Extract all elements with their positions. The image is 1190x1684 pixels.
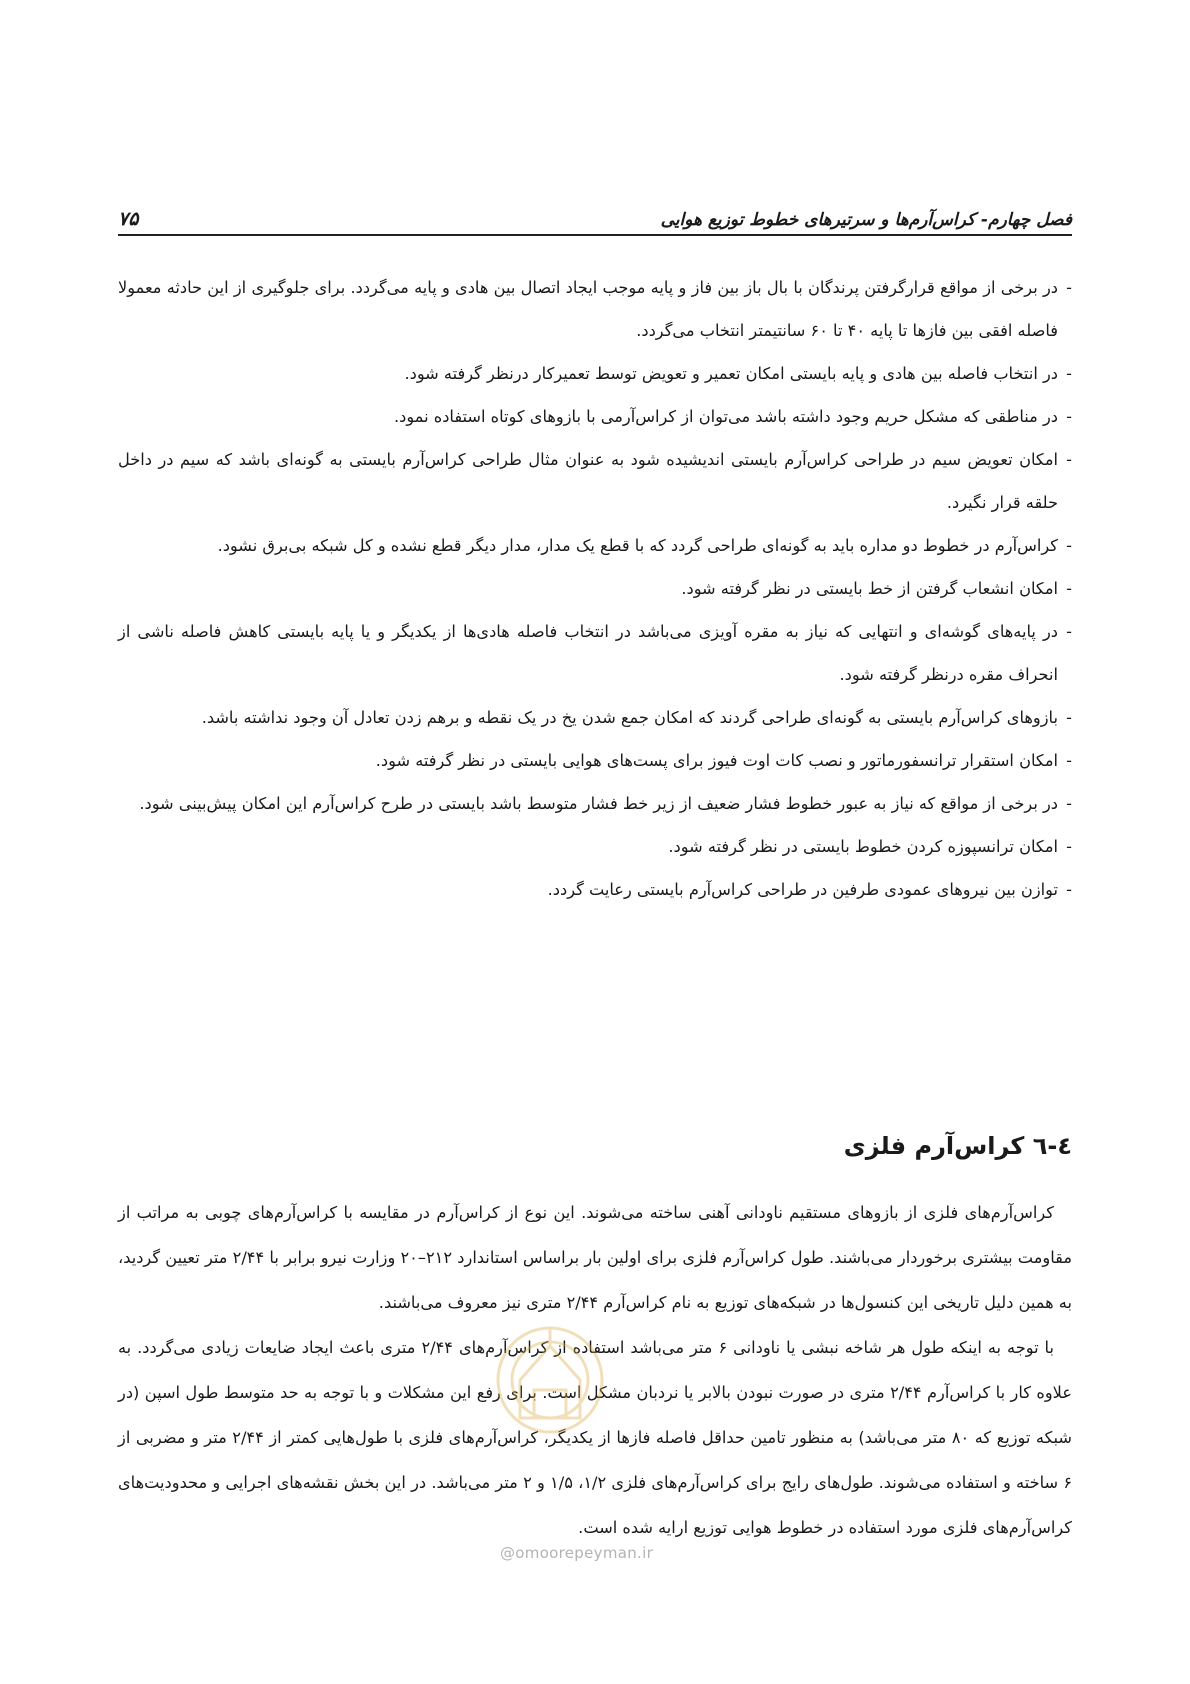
seal-logo-icon [490, 1318, 610, 1468]
chapter-title: فصل چهارم- کراس‌آرم‌ها و سرتیرهای خطوط توزیع هوایی [660, 210, 1072, 230]
list-item: - در مناطقی که مشکل حریم وجود داشته باشد می‌توان از کراس‌آرمی با بازوهای کوتاه استفاده نمود. [394, 407, 1072, 426]
list-item: - بازوهای کراس‌آرم بایستی به گونه‌ای طراحی گردند که امکان جمع شدن یخ در یک نقطه و برهم زدن تعادل آن وجود نداشته باشد. [201, 708, 1072, 727]
requirements-list [118, 266, 1072, 911]
list-item: - در برخی از مواقع قرارگرفتن پرندگان با بال باز بین فاز و پایه موجب ایجاد اتصال بین هادی و پایه می‌گردد. برای جلوگیری از این حادثه معمولا فاصله افقی بین فازها تا پایه ۴۰ تا ۶۰ سانتیمتر انتخاب می‌گردد. [118, 278, 1072, 340]
page-number: ۷۵ [118, 208, 139, 230]
section-heading: ٤-٦ کراس‌آرم فلزی [843, 1132, 1072, 1160]
list-item: - در انتخاب فاصله بین هادی و پایه بایستی امکان تعمیر و تعویض توسط تعمیرکار درنظر گرفته شود. [404, 364, 1072, 383]
watermark-url: @omoorepeyman.ir [500, 1544, 654, 1562]
list-item: - امکان انشعاب گرفتن از خط بایستی در نظر گرفته شود. [681, 579, 1072, 598]
paragraph: با توجه به اینکه طول هر شاخه نبشی یا ناودانی ۶ متر می‌باشد استفاده از کراس‌آرم‌های ۲/۴۴ متری باعث ایجاد ضایعات زیادی می‌گردد. به علاوه کار با کراس‌آرم ۲/۴۴ متری در صورت نبودن بالابر یا نردبان مشکل است. برای رفع این مشکلات و با توجه به حد متوسط طول اسپن (در شبکه توزیع که ۸۰ متر می‌باشد) به منظور تامین حداقل فاصله فازها از یکدیگر، کراس‌آرم‌های فلزی با طول‌هایی کمتر از ۲/۴۴ متر و مضربی از ۶ ساخته و استفاده می‌شوند. طول‌های رایج برای کراس‌آرم‌های فلزی ۱/۲، ۱/۵ و ۲ متر می‌باشد. در این بخش نقشه‌های اجرایی و محدودیت‌های کراس‌آرم‌های فلزی مورد استفاده در خطوط هوایی توزیع ارایه شده است. [118, 1338, 1073, 1537]
list-item: - امکان استقرار ترانسفورماتور و نصب کات اوت فیوز برای پست‌های هوایی بایستی در نظر گرفته شود. [375, 751, 1072, 770]
list-item: - کراس‌آرم در خطوط دو مداره باید به گونه‌ای طراحی گردد که با قطع یک مدار، مدار دیگر قطع نشده و کل شبکه بی‌برق نشود. [217, 536, 1072, 555]
list-item: - توازن بین نیروهای عمودی طرفین در طراحی کراس‌آرم بایستی رعایت گردد. [547, 880, 1072, 899]
list-item: - امکان ترانسپوزه کردن خطوط بایستی در نظر گرفته شود. [668, 837, 1072, 856]
list-item: - امکان تعویض سیم در طراحی کراس‌آرم بایستی اندیشیده شود به عنوان مثال طراحی کراس‌آرم بایستی به گونه‌ای باشد که سیم در داخل حلقه قرار نگیرد. [118, 450, 1072, 512]
list-item: - در پایه‌های گوشه‌ای و انتهایی که نیاز به مقره آویزی می‌باشد در انتخاب فاصله هادی‌ها از یکدیگر و یا پایه بایستی کاهش فاصله ناشی از انحراف مقره درنظر گرفته شود. [118, 622, 1072, 684]
running-header [118, 196, 1072, 236]
paragraph: کراس‌آرم‌های فلزی از بازوهای مستقیم ناودانی آهنی ساخته می‌شوند. این نوع از کراس‌آرم در مقایسه با کراس‌آرم‌های چوبی به مراتب از مقاومت بیشتری برخوردار می‌باشند. طول کراس‌آرم فلزی برای اولین بار براساس استاندارد ۲۱۲–۲۰ وزارت نیرو برابر با ۲/۴۴ متر تعیین گردید، به همین دلیل تاریخی این کنسول‌ها در شبکه‌های توزیع به نام کراس‌آرم ۲/۴۴ متری نیز معروف می‌باشند. [118, 1203, 1072, 1312]
list-item: - در برخی از مواقع که نیاز به عبور خطوط فشار ضعیف از زیر خط فشار متوسط باشد بایستی در طرح کراس‌آرم این امکان پیش‌بینی شود. [139, 794, 1072, 813]
